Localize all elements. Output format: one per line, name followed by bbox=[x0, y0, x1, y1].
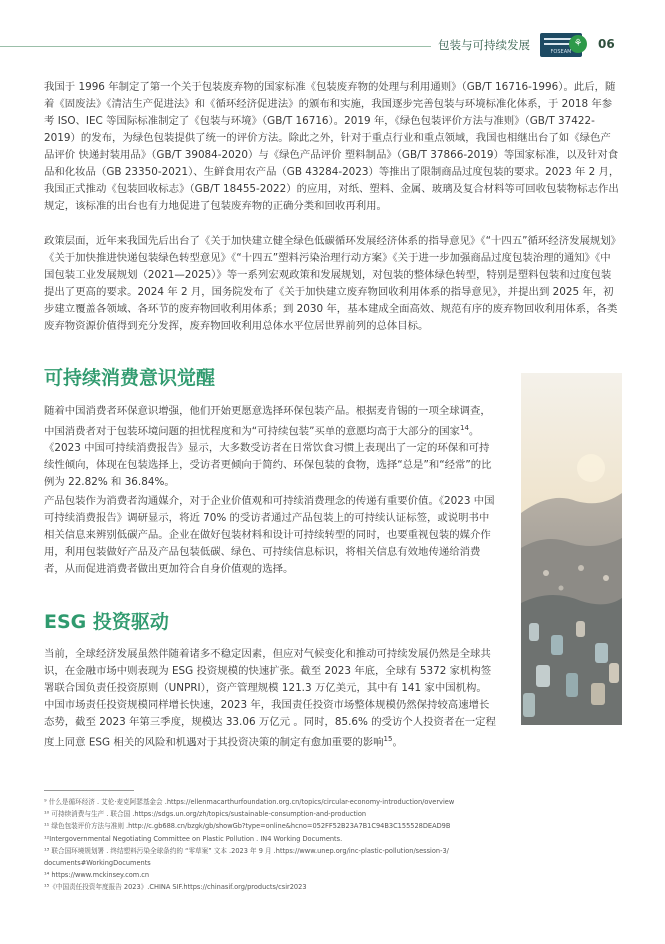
section-title-consumption: 可持续消费意识觉醒 bbox=[44, 367, 216, 389]
text-run: 。《2023 中国可持续消费报告》显示，大多数受访者在日常饮食习惯上表现出了一定的环保和可持续性倾向，体现在包装选择上，受访者更倾向于简约、环保包装的食物，选择“总是”和“经常”的比例为 22.82% 和 36.84%。 bbox=[44, 425, 492, 489]
footnote-13-cont: documents#WorkingDocuments bbox=[44, 859, 151, 868]
section-title-esg: ESG 投资驱动 bbox=[44, 611, 169, 633]
footnote-9: ⁹ 什么是循环经济 . 艾伦·麦克阿瑟基金会 .https://ellenmacarthurfoundation.org.cn/topics/circular-economy-introduction/overview bbox=[44, 798, 455, 806]
footnote-11: ¹¹ 绿色包装评价方法与准则 .http://c.gb688.cn/bzgk/gb/showGb?type=online&hcno=052FF52B23A7B1C94B3C155528DEAD9B bbox=[44, 822, 451, 831]
footnote-14: ¹⁴ https://www.mckinsey.com.cn bbox=[44, 871, 150, 880]
logo-text: FOSEAM bbox=[550, 49, 572, 55]
footnote-13: ¹³ 联合国环境规划署 . 终结塑料污染全球条约的 “零草案” 文本 .2023 年 9 月 .https://www.unep.org/inc-plastic-pollution/session-3/ bbox=[44, 846, 449, 855]
text-run: 随着中国消费者环保意识增强，他们开始更愿意选择环保包装产品。根据麦肯锡的一项全球调查，中国消费者对于包装环境问题的担忧程度和为“可持续包装”买单的意愿均高于大部分的国家 bbox=[44, 405, 491, 438]
paragraph-packaging-media: 产品包装作为消费者沟通媒介，对于企业价值观和可持续消费理念的传递有重要价值。《2023 中国可持续消费报告》调研显示，将近 70% 的受访者通过产品包装上的可持续认证标签，或说明书中相关信息来辨别低碳产品。企业在做好包装材料和设计可持续转型的同时，也要重视包装的媒介作用，利用包装做好产品及产品包装低碳、绿色、可持续信息标识，将相关信息有效地传递给消费者，从而促进消费者做出更加符合自身价值观的选择。 bbox=[44, 495, 495, 575]
paragraph-esg bbox=[44, 646, 496, 751]
paragraph-standards: 我国于 1996 年制定了第一个关于包装废弃物的国家标准《包装废弃物的处理与利用通则》（GB/T 16716-1996）。此后，随着《固废法》《清洁生产促进法》和《循环经济促进法》的颁布和实施，我国逐步完善包装与环境标准化体系，于 2018 年参考 ISO、IEC 等国际标准制定了《包装与环境》（GB/T 16716）。2019 年，《绿色包装评价方法与准则》（GB/T 37422-2019）的发布，为绿色包装提供了统一的评价方法。除此之外，针对于重点行业和重点领域，我国也相继出台了如《绿色产品评价 快递封装用品》（GB/T 39084-2020）与《绿色产品评价 塑料制品》（GB/T 37866-2019）等国家标准，以及针对食品和化妆品（GB 23350-2021）、生鲜食用农产品（GB 43284-2023）等推出了限制商品过度包装的要求。2023 年 2 月，我国正式推动《包装回收标志》（GB/T 18455-2022）的应用，对纸、塑料、金属、玻璃及复合材料等可回收包装物标志作出规定，该标准的出台也有力地促进了包装废弃物的正确分类和回收再利用。 bbox=[44, 81, 620, 212]
page-number: 06 bbox=[598, 37, 615, 51]
footnote-ref: 15 bbox=[383, 735, 393, 743]
header-title: 包装与可持续发展 bbox=[438, 38, 530, 52]
footnote-rule bbox=[44, 790, 134, 791]
footnote-15: ¹⁵《中国责任投资年度报告 2023》.CHINA SIF.https://chinasif.org/products/csir2023 bbox=[44, 883, 307, 892]
paragraph-consumer-awareness bbox=[44, 403, 496, 491]
text-run: 。 bbox=[392, 736, 403, 749]
footnotes bbox=[44, 796, 624, 894]
footnote-12: ¹²Intergovernmental Negotiating Committee on Plastic Pollution . IN4 Working Documents. bbox=[44, 834, 343, 843]
plastic-waste-photo bbox=[521, 373, 622, 725]
paragraph-policy: 政策层面，近年来我国先后出台了《关于加快建立健全绿色低碳循环发展经济体系的指导意见》《“十四五”循环经济发展规划》《关于加快推进快递包装绿色转型意见》《“十四五”塑料污染治理行动方案》《关于进一步加强商品过度包装治理的通知》《中国包装工业发展规划（2021—2025）》等一系列宏观政策和发展规划，对包装的整体绿色转型，特别是塑料包装和过度包装提出了更高的要求。2024 年 2 月，国务院发布了《关于加快建立废弃物回收利用体系的指导意见》，并提出到 2025 年，初步建立覆盖各领域、各环节的废弃物回收利用体系；到 2030 年，基本建成全面高效、规范有序的废弃物回收利用体系，各类废弃物资源价值得到充分发挥，废弃物回收利用总体水平位居世界前列的总体目标。 bbox=[44, 235, 618, 332]
header-rule bbox=[0, 46, 431, 47]
sustainability-badge-icon: ⚘ bbox=[569, 35, 587, 53]
footnote-ref: 14 bbox=[460, 424, 469, 432]
footnote-10: ¹⁰ 可持续消费与生产 . 联合国 .https://sdgs.un.org/zh/topics/sustainable-consumption-and-production bbox=[44, 810, 367, 819]
text-run: 当前，全球经济发展虽然伴随着诸多不稳定因素，但应对气候变化和推动可持续发展仍然是全球共识，在金融市场中则表现为 ESG 投资规模的快速扩张。截至 2023 年底，全球有 5372 家机构签署联合国负责任投资原则（UNPRI），资产管理规模 121.3 万亿美元，其中有 141 家中国机构。中国市场责任投资规模同样增长快速，2023 年，我国责任投资市场整体规模仍然保持较高速增长态势，截至 2023 年第三季度，规模达 33.06 万亿元 。同时，85.6% 的受访个人投资者在一定程度上同意 ESG 相关的风险和机遇对于其投资决策的制定有愈加重要的影响 bbox=[44, 648, 496, 749]
